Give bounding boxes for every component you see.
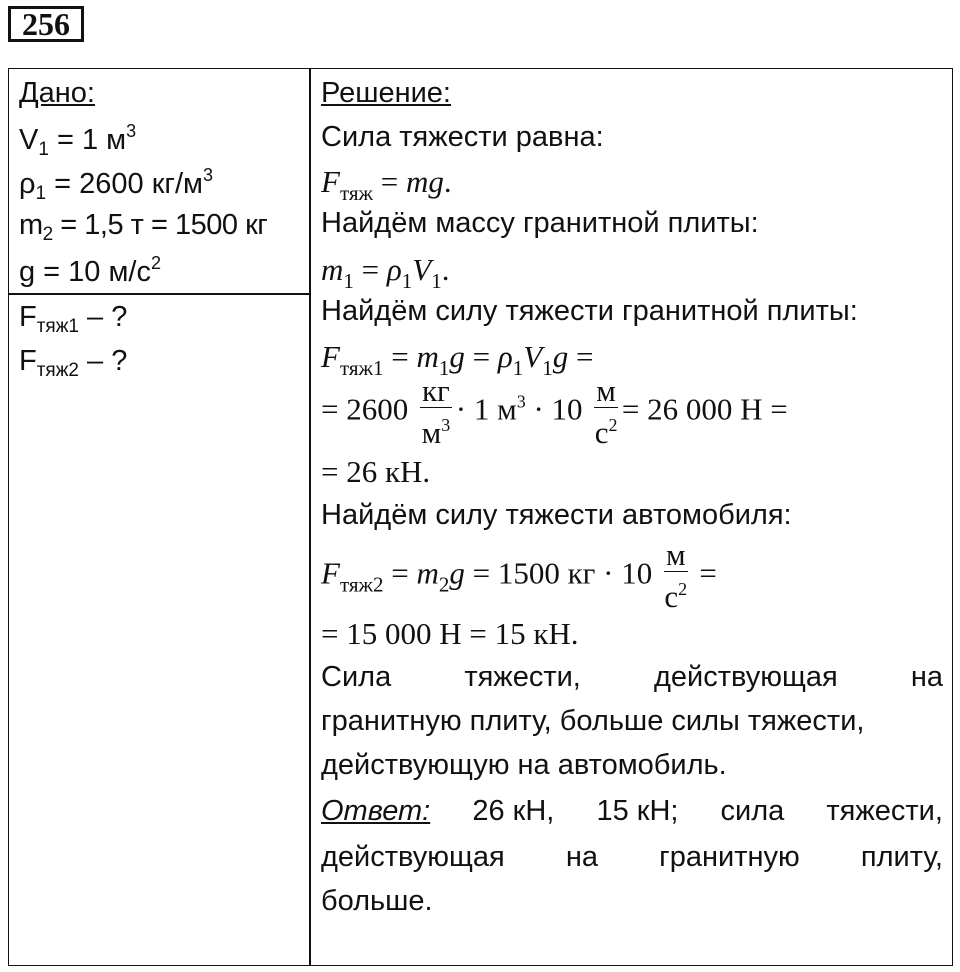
conclusion-line-2: гранитную плиту, больше силы тяжести, xyxy=(321,705,865,737)
solution-line-9: Найдём силу тяжести автомобиля: xyxy=(321,499,792,531)
calc1-line-3: = 26 кН. xyxy=(321,454,431,489)
calc2-line-2: = 15 000 Н = 15 кН. xyxy=(321,616,579,651)
column-divider xyxy=(309,69,311,965)
conclusion-line-3: действующую на автомобиль. xyxy=(321,749,727,781)
given-rho1: $\rho_1 = 2600$ $кг/м^3$ xyxy=(19,165,213,204)
answer-line-2: действующая на гранитную плиту, xyxy=(321,841,943,873)
mass-formula: $m_1 = \rho_1V_1$. xyxy=(321,252,450,293)
conclusion-line-1: Сила тяжести, действующая на xyxy=(321,661,943,693)
find-f1: $F_{тяж1}$ – ? xyxy=(19,301,128,337)
fraction-kg-per-m3: $\frac{кг}{м^3}$ xyxy=(421,373,451,450)
given-header: Дано: xyxy=(19,77,95,109)
solution-table xyxy=(8,68,953,966)
given-divider xyxy=(9,293,309,295)
given-g: g = 10 $м/с^2$ xyxy=(19,253,162,288)
solution-line-3: Найдём массу гранитной плиты: xyxy=(321,207,759,239)
gravity-formula: $F_{тяж}$ = mg. xyxy=(321,164,452,205)
fraction-m-per-s2-2: $\frac{м}{с^2}$ xyxy=(664,537,688,614)
calc2-line-1: $F_{тяж2} = m_2g = 1500$ кг · 10 $\frac{м}{с^2}$ = xyxy=(321,537,717,614)
answer-label: Ответ: xyxy=(321,795,431,827)
given-v1: $V_1 = 1$ $м^3$ xyxy=(19,121,137,160)
solution-header: Решение: xyxy=(321,77,451,109)
problem-number: 256 xyxy=(8,6,84,42)
answer-line-3: больше. xyxy=(321,885,433,917)
calc1-line-2: = 2600 $\frac{кг}{м^3}$ · 1 $м^3 \cdot 10$ $\frac{м}{с^2}$ = 26 000 Н = xyxy=(321,373,788,450)
given-m2: $m_2 = 1,5$ т = 1500 кг xyxy=(19,209,268,245)
solution-line-5: Найдём силу тяжести гранитной плиты: xyxy=(321,295,858,327)
answer-line-1: Ответ: 26 кН, 15 кН; сила тяжести, xyxy=(321,795,943,827)
solution-line-1: Сила тяжести равна: xyxy=(321,121,604,153)
fraction-m-per-s2: $\frac{м}{с^2}$ xyxy=(594,373,618,450)
find-f2: $F_{тяж2}$ – ? xyxy=(19,345,128,381)
calc1-line-1: $F_{тяж1} = m_1g = \rho_1V_1g$ = xyxy=(321,339,594,380)
